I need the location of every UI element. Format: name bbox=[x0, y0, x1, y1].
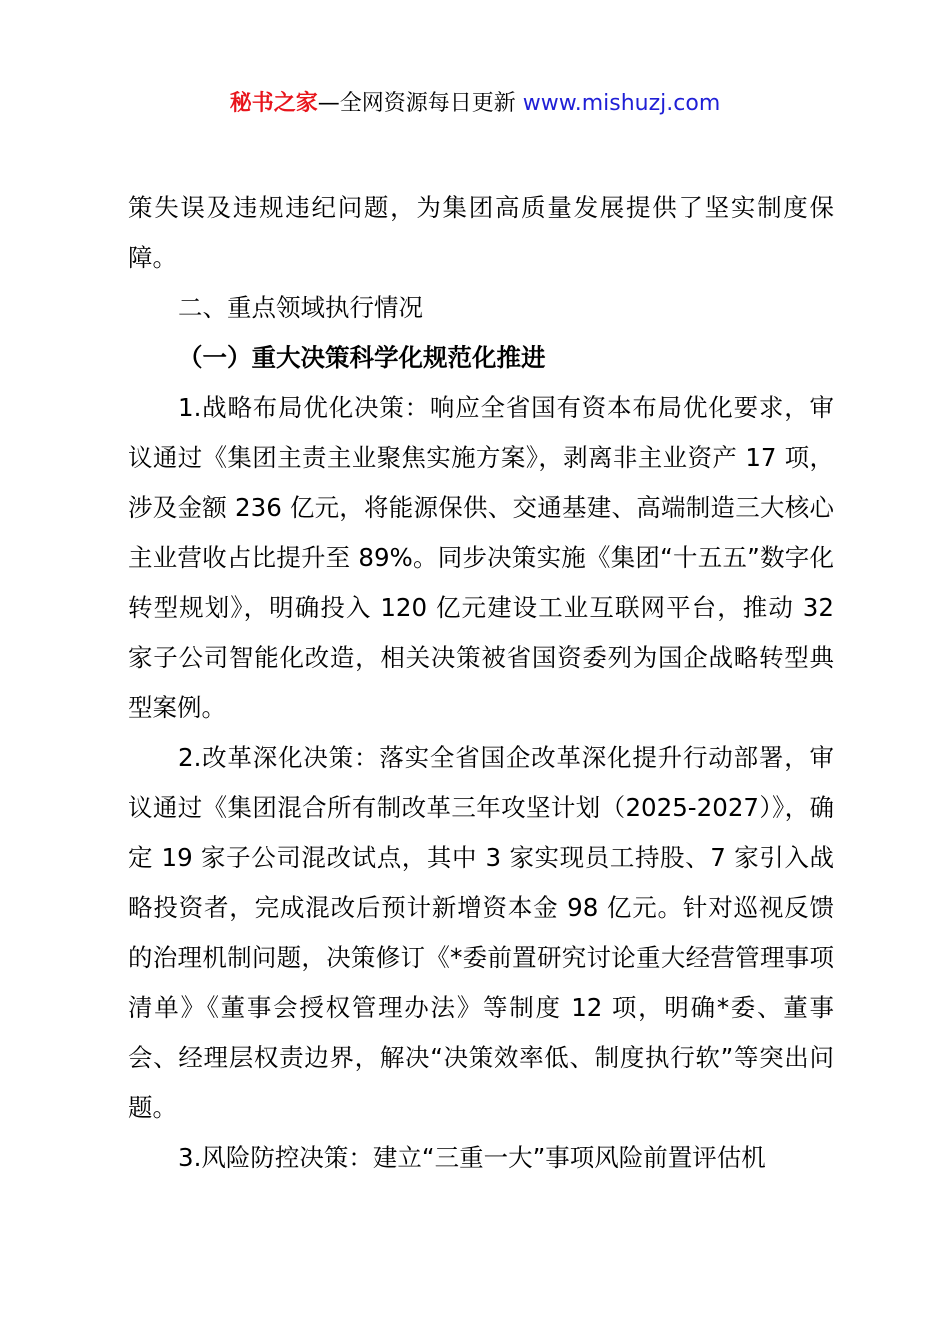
header-tagline: —全网资源每日更新 bbox=[317, 91, 523, 116]
paragraph-reform: 2.改革深化决策：落实全省国企改革深化提升行动部署，审议通过《集团混合所有制改革三年攻坚计划（2025-2027）》，确定 19 家子公司混改试点，其中 3 家实现员工持股、7 家引入战略投资者，完成混改后预计新增资本金 98 亿元。针对巡视反馈的治理机制问题，决策修订《*委前置研究讨论重大经营管理事项清单》《董事会授权管理办法》等制度 12 项，明确*委、董事会、经理层权责边界，解决“决策效率低、制度执行软”等突出问题。 bbox=[128, 743, 834, 1122]
site-header bbox=[0, 88, 950, 120]
paragraph-risk: 3.风险防控决策：建立“三重一大”事项风险前置评估机 bbox=[178, 1143, 766, 1172]
subsection-heading: （一）重大决策科学化规范化推进 bbox=[178, 343, 546, 372]
site-url-link[interactable]: www.mishuzj.com bbox=[522, 91, 721, 116]
section-heading: 二、重点领域执行情况 bbox=[178, 293, 423, 322]
paragraph-strategy: 1.战略布局优化决策：响应全省国有资本布局优化要求，审议通过《集团主责主业聚焦实施方案》，剥离非主业资产 17 项，涉及金额 236 亿元，将能源保供、交通基建、高端制造三大核心主业营收占比提升至 89%。同步决策实施《集团“十五五”数字化转型规划》，明确投入 120 亿元建设工业互联网平台，推动 32 家子公司智能化改造，相关决策被省国资委列为国企战略转型典型案例。 bbox=[128, 393, 834, 722]
brand-name: 秘书之家 bbox=[229, 91, 318, 116]
document-body bbox=[128, 183, 834, 1183]
paragraph-continued: 策失误及违规违纪问题，为集团高质量发展提供了坚实制度保障。 bbox=[128, 193, 834, 272]
